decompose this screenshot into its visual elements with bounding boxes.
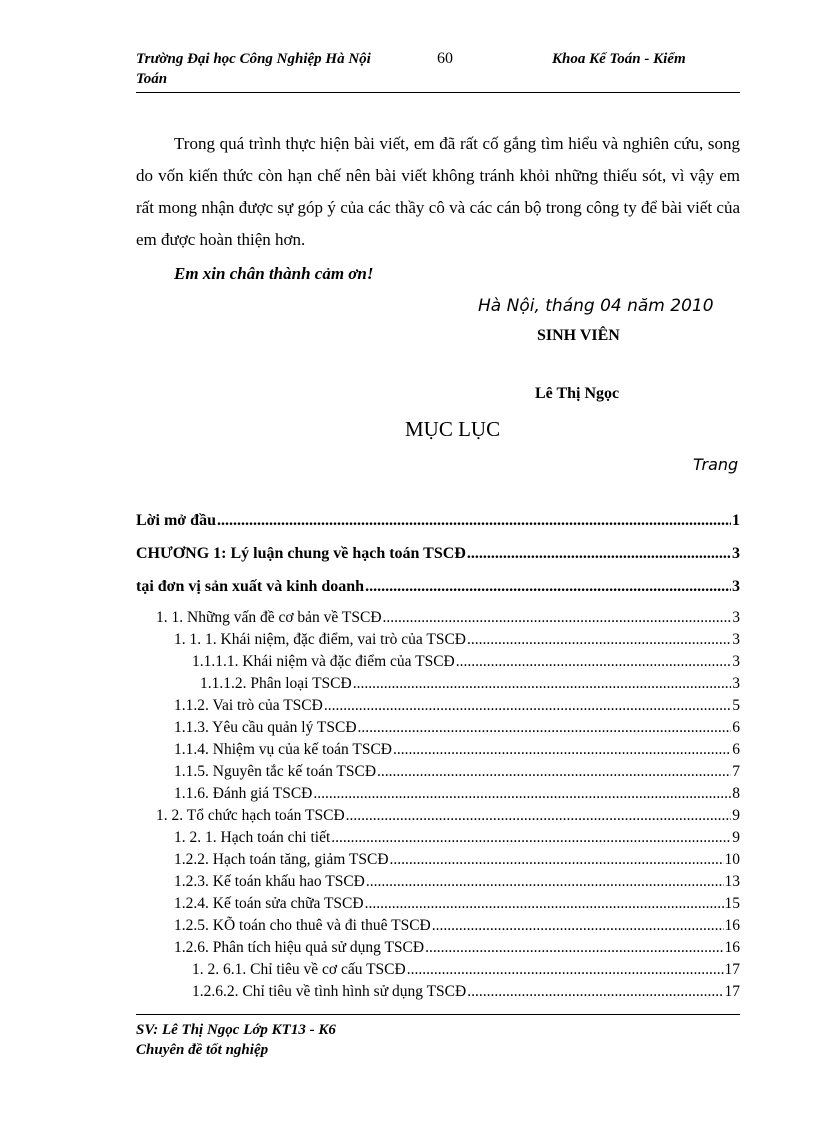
toc-entry[interactable] <box>136 576 740 598</box>
toc-leader-dots <box>377 761 731 782</box>
toc-page-column-label: Trang <box>693 455 739 474</box>
toc-entry[interactable] <box>200 673 740 694</box>
toc-leader-dots <box>365 576 731 598</box>
header-school: Trường Đại học Công Nghiệp Hà Nội <box>136 51 371 67</box>
toc-entry-page: 15 <box>724 895 740 912</box>
toc-entry-page: 10 <box>724 851 740 868</box>
toc-entry-label: 1.2.6. Phân tích hiệu quả sử dụng TSCĐ <box>174 939 425 956</box>
toc-entry[interactable] <box>192 959 740 980</box>
footer-thesis-line: Chuyên đề tốt nghiệp <box>136 1042 269 1058</box>
signature-title: SINH VIÊN <box>537 327 620 344</box>
toc-entry-page: 3 <box>732 609 740 626</box>
toc-entry[interactable] <box>174 937 740 958</box>
toc-entry-label: tại đơn vị sản xuất và kinh doanh <box>136 578 365 595</box>
toc-entry[interactable] <box>174 783 740 804</box>
toc-entry-label: 1.1.6. Đánh giá TSCĐ <box>174 785 313 802</box>
date-place: Hà Nội, tháng 04 năm 2010 <box>478 296 714 316</box>
toc-entry-label: CHƯƠNG 1: Lý luận chung về hạch toán TSCĐ <box>136 545 466 562</box>
toc-entry[interactable] <box>192 981 740 1002</box>
toc-entry[interactable] <box>174 761 740 782</box>
toc-leader-dots <box>467 981 723 1002</box>
footer-rule <box>136 1014 740 1015</box>
toc-leader-dots <box>217 510 731 532</box>
toc-entry-label: 1.1.1.2. Phân loại TSCĐ <box>200 675 352 692</box>
toc-entry-label: 1.1.1.1. Khái niệm và đặc điểm của TSCĐ <box>192 653 455 670</box>
toc-entry-label: 1.1.5. Nguyên tắc kế toán TSCĐ <box>174 763 377 780</box>
toc-entry[interactable] <box>174 893 740 914</box>
toc-entry[interactable] <box>136 543 740 565</box>
toc-entry-page: 16 <box>724 917 740 934</box>
toc-entry-page: 1 <box>732 512 740 529</box>
toc-entry[interactable] <box>156 607 740 628</box>
toc-entry[interactable] <box>174 629 740 650</box>
toc-entry-label: 1.2.6.2. Chỉ tiêu về tình hình sử dụng TSCĐ <box>192 983 467 1000</box>
toc-entry-label: 1.1.4. Nhiệm vụ của kế toán TSCĐ <box>174 741 392 758</box>
toc-leader-dots <box>390 849 724 870</box>
toc-leader-dots <box>456 651 732 672</box>
toc-leader-dots <box>407 959 724 980</box>
toc-entry-page: 9 <box>732 829 740 846</box>
toc-entry[interactable] <box>174 827 740 848</box>
toc-entry-label: 1. 1. 1. Khái niệm, đặc điểm, vai trò của TSCĐ <box>174 631 467 648</box>
footer-student-line: SV: Lê Thị Ngọc Lớp KT13 - K6 <box>136 1022 336 1038</box>
toc-entry-label: 1. 1. Những vấn đề cơ bản về TSCĐ <box>156 609 382 626</box>
toc-entry-page: 17 <box>724 983 740 1000</box>
toc-leader-dots <box>425 937 723 958</box>
toc-entry-page: 16 <box>724 939 740 956</box>
toc-entry-page: 3 <box>732 545 740 562</box>
toc-entry[interactable] <box>192 651 740 672</box>
toc-entry-label: 1.2.2. Hạch toán tăng, giảm TSCĐ <box>174 851 389 868</box>
toc-entry-page: 6 <box>732 741 740 758</box>
toc-leader-dots <box>331 827 731 848</box>
toc-entry-label: Lời mở đầu <box>136 512 216 529</box>
toc-entry[interactable] <box>136 510 740 532</box>
toc-entry-page: 7 <box>732 763 740 780</box>
toc-entry-page: 5 <box>732 697 740 714</box>
toc-leader-dots <box>393 739 731 760</box>
toc-entry-label: 1.1.2. Vai trò của TSCĐ <box>174 697 323 714</box>
thanks-line: Em xin chân thành cảm ơn! <box>174 264 374 283</box>
toc-entry[interactable] <box>174 871 740 892</box>
signature-name: Lê Thị Ngọc <box>535 385 620 402</box>
toc-entry-page: 17 <box>724 961 740 978</box>
toc-entry[interactable] <box>174 717 740 738</box>
toc-entry[interactable] <box>174 739 740 760</box>
toc-entry[interactable] <box>174 695 740 716</box>
header-rule <box>136 92 740 93</box>
header-department: Khoa Kế Toán - Kiểm <box>552 51 686 67</box>
toc-entry[interactable] <box>174 849 740 870</box>
toc-leader-dots <box>324 695 731 716</box>
header-page-number: 60 <box>437 50 453 67</box>
header-school-continued: Toán <box>136 71 168 87</box>
toc-leader-dots <box>353 673 732 694</box>
toc-leader-dots <box>383 607 732 628</box>
toc-entry-page: 6 <box>732 719 740 736</box>
toc-entry-label: 1.1.3. Yêu cầu quản lý TSCĐ <box>174 719 357 736</box>
toc-entry-page: 3 <box>732 675 740 692</box>
toc-leader-dots <box>467 543 731 565</box>
toc-entry[interactable] <box>156 805 740 826</box>
toc-leader-dots <box>366 871 724 892</box>
toc-leader-dots <box>432 915 724 936</box>
toc-entry-page: 3 <box>732 578 740 595</box>
toc-title: MỤC LỤC <box>405 417 501 441</box>
toc-leader-dots <box>365 893 724 914</box>
toc-entry-label: 1.2.5. KÕ toán cho thuê và đi thuê TSCĐ <box>174 917 431 934</box>
toc-entry-label: 1. 2. 6.1. Chỉ tiêu về cơ cấu TSCĐ <box>192 961 406 978</box>
toc-entry-page: 3 <box>732 631 740 648</box>
toc-entry-label: 1. 2. 1. Hạch toán chi tiết <box>174 829 331 846</box>
toc-entry[interactable] <box>174 915 740 936</box>
toc-entry-label: 1. 2. Tổ chức hạch toán TSCĐ <box>156 807 345 824</box>
toc-entry-page: 9 <box>732 807 740 824</box>
toc-leader-dots <box>346 805 732 826</box>
toc-entry-label: 1.2.4. Kế toán sửa chữa TSCĐ <box>174 895 364 912</box>
toc-entry-page: 8 <box>732 785 740 802</box>
toc-leader-dots <box>313 783 731 804</box>
toc-entry-label: 1.2.3. Kế toán khấu hao TSCĐ <box>174 873 365 890</box>
toc-entry-page: 3 <box>732 653 740 670</box>
toc-leader-dots <box>358 717 732 738</box>
toc-leader-dots <box>467 629 731 650</box>
closing-paragraph: Trong quá trình thực hiện bài viết, em đã rất cố gắng tìm hiểu và nghiên cứu, song do vốn kiến thức còn hạn chế nên bài viết không tránh khỏi những thiếu sót, vì vậy em rất mong nhận được sự góp ý của các thầy cô và các cán bộ trong công ty để bài viết của em được hoàn thiện hơn. <box>136 134 740 249</box>
toc-entry-page: 13 <box>724 873 740 890</box>
